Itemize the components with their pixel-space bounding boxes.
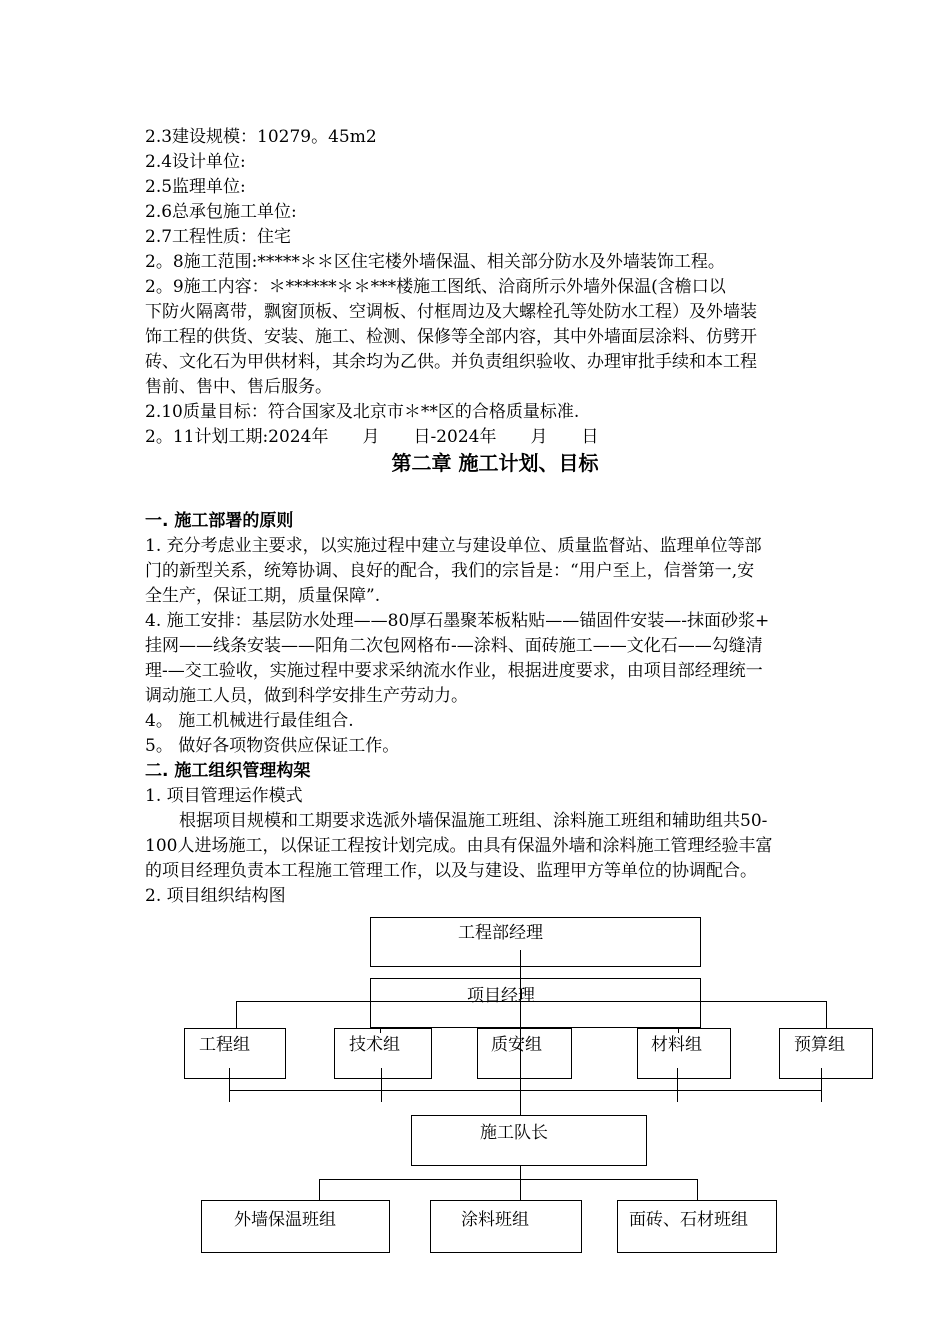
info-period: 2。11计划工期:2024年 月 日-2024年 月 日 — [145, 427, 599, 447]
section2-para-line: 100人进场施工，以保证工程按计划完成。由具有保温外墙和涂料施工管理经验丰富 — [145, 836, 773, 856]
info-nature: 2.7工程性质：住宅 — [145, 227, 292, 247]
org-label-group: 质安组 — [491, 1035, 542, 1055]
org-box-pm — [370, 978, 701, 1028]
section2-sub2: 2. 项目组织结构图 — [145, 886, 286, 906]
org-label-team: 外墙保温班组 — [234, 1210, 336, 1230]
section1-item4-line: 调动施工人员，做到科学安排生产劳动力。 — [145, 686, 468, 706]
info-content-line: 砖、文化石为甲供材料，其余均为乙供。并负责组织验收、办理审批手续和本工程 — [145, 352, 757, 372]
info-content-line: 下防火隔离带，飘窗顶板、空调板、付框周边及大螺栓孔等处防水工程）及外墙装 — [145, 302, 757, 322]
section1-item1-line: 1. 充分考虑业主要求，以实施过程中建立与建设单位、质量监督站、监理单位等部 — [145, 536, 762, 556]
org-connector — [229, 1090, 821, 1091]
org-label-group: 技术组 — [349, 1035, 400, 1055]
section2-para-line: 根据项目规模和工期要求选派外墙保温施工班组、涂料施工班组和辅助组共50- — [145, 811, 768, 831]
section1-item4b: 4。 施工机械进行最佳组合. — [145, 711, 354, 731]
info-supervision-unit: 2.5监理单位: — [145, 177, 246, 197]
org-label-group: 预算组 — [794, 1035, 845, 1055]
info-design-unit: 2.4设计单位: — [145, 152, 246, 172]
org-label-team: 面砖、石材班组 — [629, 1210, 748, 1230]
section1-item4-line: 挂网——线条安装——阳角二次包网格布-—涂料、面砖施工——文化石——勾缝清 — [145, 636, 763, 656]
org-connector — [236, 1001, 237, 1029]
org-connector — [319, 1179, 697, 1180]
info-quality: 2.10质量目标：符合国家及北京市＊**区的合格质量标准. — [145, 402, 580, 422]
info-content-line: 售前、售中、售后服务。 — [145, 377, 332, 397]
section1-item5: 5。 做好各项物资供应保证工作。 — [145, 736, 400, 756]
section1-item1-line: 门的新型关系，统筹协调、良好的配合，我们的宗旨是：“用户至上，信誉第一,安 — [145, 561, 755, 581]
org-label-top: 工程部经理 — [458, 923, 543, 943]
section1-heading: 一. 施工部署的原则 — [145, 511, 294, 531]
org-connector — [826, 1001, 827, 1029]
section2-para-line: 的项目经理负责本工程施工管理工作，以及与建设、监理甲方等单位的协调配合。 — [145, 861, 757, 881]
org-connector — [520, 1179, 521, 1201]
section2-heading: 二. 施工组织管理构架 — [145, 761, 311, 781]
org-connector — [520, 1165, 521, 1179]
org-connector — [821, 1068, 822, 1102]
info-content-line: 2。9施工内容：＊******＊＊***楼施工图纸、洽商所示外墙外保温(含檐口以 — [145, 277, 726, 297]
section2-sub1: 1. 项目管理运作模式 — [145, 786, 303, 806]
org-connector — [229, 1068, 230, 1102]
org-connector — [236, 1001, 826, 1002]
section1-item1-line: 全生产，保证工期，质量保障”. — [145, 586, 381, 606]
org-label-group: 工程组 — [199, 1035, 250, 1055]
section1-item4-line: 理-—交工验收，实施过程中要求采纳流水作业，根据进度要求，由项目部经理统一 — [145, 661, 763, 681]
chapter-title: 第二章 施工计划、目标 — [391, 451, 599, 475]
org-connector — [677, 1068, 678, 1102]
org-label-team: 涂料班组 — [461, 1210, 529, 1230]
org-connector — [319, 1179, 320, 1201]
info-scale: 2.3建设规模：10279。45m2 — [145, 127, 377, 147]
section1-item4-line: 4. 施工安排：基层防水处理——80厚石墨聚苯板粘贴——锚固件安装—-抹面砂浆+ — [145, 611, 770, 631]
org-label-pm: 项目经理 — [467, 986, 535, 1006]
org-label-group: 材料组 — [651, 1035, 702, 1055]
org-label-captain: 施工队长 — [480, 1123, 548, 1143]
info-scope: 2。8施工范围:*****＊＊区住宅楼外墙保温、相关部分防水及外墙装饰工程。 — [145, 252, 725, 272]
info-contractor: 2.6总承包施工单位: — [145, 202, 297, 222]
org-connector — [697, 1179, 698, 1201]
info-content-line: 饰工程的供货、安装、施工、检测、保修等全部内容，其中外墙面层涂料、仿劈开 — [145, 327, 757, 347]
org-connector — [381, 1068, 382, 1102]
